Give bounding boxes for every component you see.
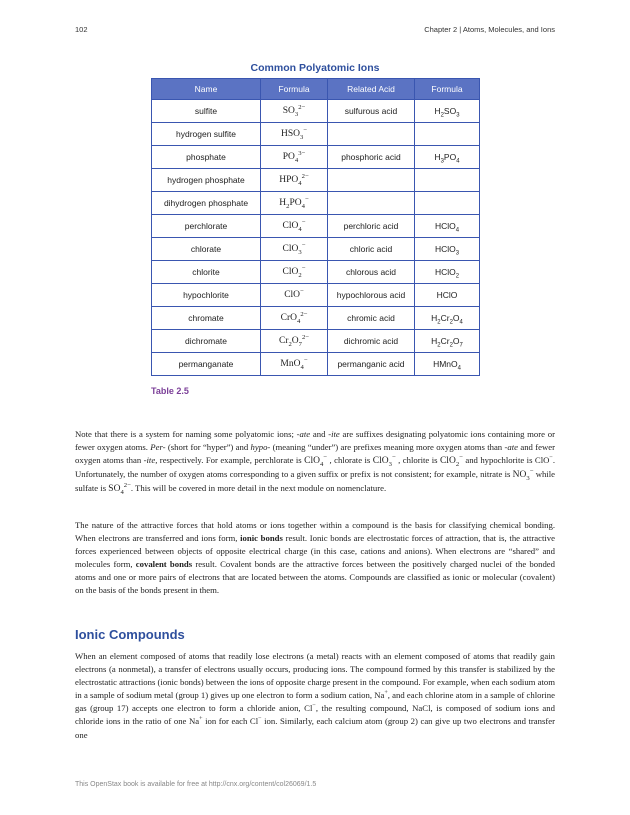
ion-name-cell: perchlorate: [152, 215, 261, 238]
italic-term: -ate: [296, 429, 311, 439]
table-caption: Table 2.5: [151, 386, 189, 396]
superscript: −: [549, 455, 553, 462]
paragraph-chemical-bonding: [75, 519, 555, 598]
ion-name-cell: chlorite: [152, 261, 261, 284]
table-row: [152, 330, 480, 353]
superscript: −: [312, 703, 316, 710]
acid-formula-cell: [415, 169, 480, 192]
ion-name-cell: chromate: [152, 307, 261, 330]
key-term: ionic bonds: [240, 533, 283, 544]
subscript: 2: [286, 202, 290, 210]
ion-name-cell: permanganate: [152, 353, 261, 376]
italic-term: -ite: [143, 455, 156, 466]
superscript: 2−: [301, 172, 309, 180]
subscript: 2: [440, 112, 444, 119]
superscript: −: [529, 468, 534, 476]
superscript: 2−: [298, 103, 306, 111]
subscript: 2: [288, 340, 292, 348]
inline-formula: ClO$_3$−: [372, 454, 396, 469]
table-row: [152, 169, 480, 192]
acid-name-cell: dichromic acid: [328, 330, 415, 353]
table-body: [152, 100, 480, 376]
subscript: 4: [296, 317, 301, 325]
table-row: [152, 284, 480, 307]
acid-name-cell: [328, 192, 415, 215]
acid-formula-cell: HClO: [415, 284, 480, 307]
acid-formula-cell: $H_3PO_4$: [415, 146, 480, 169]
acid-name-cell: chlorous acid: [328, 261, 415, 284]
subscript: 3: [388, 461, 392, 469]
subscript: 4: [459, 319, 463, 326]
superscript: −: [304, 195, 309, 203]
ion-formula-cell: CrO$_4^{2-}$: [261, 307, 328, 330]
superscript: +: [199, 716, 203, 723]
superscript: +: [384, 690, 388, 697]
subscript: 3: [526, 475, 530, 483]
paragraph-naming-system: [75, 428, 555, 496]
superscript: −: [391, 454, 396, 462]
polyatomic-ions-table: [151, 78, 480, 376]
superscript: 2−: [300, 310, 308, 318]
subscript: 4: [301, 202, 305, 210]
table-row: [152, 238, 480, 261]
superscript: 2−: [123, 482, 131, 490]
subscript: 3: [294, 110, 299, 118]
table-row: [152, 215, 480, 238]
acid-name-cell: permanganic acid: [328, 353, 415, 376]
table-row: [152, 100, 480, 123]
superscript: −: [301, 241, 306, 249]
italic-term: -ate: [504, 442, 519, 453]
acid-formula-cell: $H_2Cr_2O_7$: [415, 330, 480, 353]
subscript: 3: [455, 250, 460, 257]
acid-name-cell: chloric acid: [328, 238, 415, 261]
subscript: 2: [437, 319, 441, 326]
acid-formula-cell: [415, 123, 480, 146]
subscript: 4: [298, 179, 302, 187]
subscript: 4: [455, 227, 460, 234]
ion-formula-cell: $HSO_3^-$: [261, 123, 328, 146]
superscript: −: [301, 218, 306, 226]
acid-name-cell: perchloric acid: [328, 215, 415, 238]
subscript: 2: [437, 342, 441, 349]
inline-formula: $NO_3^-$: [512, 468, 534, 483]
paragraph-text: When an element composed of atoms that readily lose electrons (a metal) reacts with an element composed of atoms that readily gain electrons (a nonmetal), a transfer of electrons usually occurs, producing ions. The compound formed by this transfer is stabilized by the electrostatic attractions (ionic bonds) between the ions of opposite charge present in the compound. For example, when each sodium atom in a sample of sodium metal (group 1) gives up one electron to form a sodium cation, Na+, and each chlorine atom in a sample of chlorine gas (group 17) accepts one electron to form a chloride anion, Cl−, the resulting compound, NaCl, is composed of sodium ions and chloride ions in the ratio of one Na+ ion for each Cl− ion. Similarly, each calcium atom (group 2) can give up two electrons and transfer one: [75, 651, 555, 740]
ion-name-cell: dichromate: [152, 330, 261, 353]
column-header-related-acid: Related Acid: [328, 79, 415, 100]
table-row: [152, 123, 480, 146]
subscript: 7: [459, 342, 463, 349]
section-heading: Ionic Compounds: [75, 627, 185, 642]
superscript: 3−: [298, 149, 306, 157]
subscript: 4: [300, 363, 304, 371]
italic-term: hypo-: [250, 442, 271, 453]
acid-name-cell: [328, 169, 415, 192]
subscript: 2: [449, 342, 453, 349]
paragraph-text: The nature of the attractive forces that hold atoms or ions together within a compound is the basis for classifying chemical bonding. When electrons are transferred and ions form, ionic bonds result. Ionic bonds are electrostatic forces of attraction, that is, the attractive forces experienced between objects of opposite electrical charge (in this case, cations and anions). When electrons are “shared” and molecules form, covalent bonds result. Covalent bonds are the attractive forces between the positively charged nuclei of the bonded atoms and one or more pairs of electrons that are located between the atoms. Compounds are classified as ionic or molecular (covalent) on the basis of the bonds present in them.: [75, 520, 556, 596]
ion-name-cell: dihydrogen phosphate: [152, 192, 261, 215]
key-term: covalent bonds: [135, 559, 193, 570]
acid-name-cell: hypochlorous acid: [328, 284, 415, 307]
subscript: 3: [298, 248, 302, 256]
table-header-row: [152, 79, 480, 100]
subscript: 2: [455, 273, 460, 280]
acid-name-cell: sulfurous acid: [328, 100, 415, 123]
inline-formula: ClO$_2$−: [439, 454, 463, 469]
acid-formula-cell: $H_2SO_3$: [415, 100, 480, 123]
subscript: 3: [440, 158, 444, 165]
ion-name-cell: chlorate: [152, 238, 261, 261]
superscript: −: [323, 454, 328, 462]
ion-formula-cell: MnO$_4$−: [261, 353, 328, 376]
subscript: 4: [457, 365, 461, 372]
acid-formula-cell: HClO$_2$: [415, 261, 480, 284]
superscript: −: [301, 264, 306, 272]
subscript: 3: [456, 112, 460, 119]
column-header-acid-formula: Formula: [415, 79, 480, 100]
subscript: 7: [298, 340, 302, 348]
ion-name-cell: hypochlorite: [152, 284, 261, 307]
superscript: −: [303, 356, 308, 364]
chapter-header: Chapter 2 | Atoms, Molecules, and Ions: [424, 25, 555, 34]
table-row: [152, 192, 480, 215]
ion-formula-cell: ClO$_3$−: [261, 238, 328, 261]
paragraph-ionic-compounds: [75, 650, 555, 742]
table-row: [152, 353, 480, 376]
subscript: 4: [294, 156, 299, 164]
table-row: [152, 307, 480, 330]
inline-formula: $SO_4^{2-}$: [108, 482, 131, 497]
acid-formula-cell: HClO$_4$: [415, 215, 480, 238]
superscript: −: [258, 716, 262, 723]
ion-name-cell: hydrogen sulfite: [152, 123, 261, 146]
acid-name-cell: chromic acid: [328, 307, 415, 330]
subscript: 2: [449, 319, 453, 326]
ion-name-cell: sulfite: [152, 100, 261, 123]
ion-name-cell: phosphate: [152, 146, 261, 169]
ion-formula-cell: ClO−: [261, 284, 328, 307]
page-footer: This OpenStax book is available for free at http://cnx.org/content/col26069/1.5: [75, 781, 317, 788]
acid-name-cell: [328, 123, 415, 146]
subscript: 4: [120, 489, 124, 497]
superscript: −: [300, 287, 304, 295]
italic-term: Per-: [150, 442, 166, 453]
superscript: −: [459, 454, 463, 462]
acid-formula-cell: HMnO$_4$: [415, 353, 480, 376]
ion-name-cell: hydrogen phosphate: [152, 169, 261, 192]
acid-formula-cell: $H_2Cr_2O_4$: [415, 307, 480, 330]
acid-name-cell: phosphoric acid: [328, 146, 415, 169]
table-row: [152, 146, 480, 169]
table-row: [152, 261, 480, 284]
ion-formula-cell: $SO_3^{2-}$: [261, 100, 328, 123]
italic-term: -ite: [328, 429, 340, 439]
ion-formula-cell: ClO$_4$−: [261, 215, 328, 238]
ion-formula-cell: ClO$_2$−: [261, 261, 328, 284]
page-number: 102: [75, 25, 88, 34]
acid-formula-cell: HClO$_3$: [415, 238, 480, 261]
paragraph-text: Note that there is a system for naming some polyatomic ions; -ate and -ite are suffixes designating polyatomic ions containing more or fewer oxygen atoms. Per- (short for “hyper”) and hypo- (meaning “under”) are prefixes meaning more oxygen atoms than -ate and fewer oxygen atoms than -ite, respectively. For example, perchlorate is ClO$_4$− , chlorate is ClO$_3$− , chlorite is ClO$_2$− and hypochlorite is ClO−. Unfortunately, the number of oxygen atoms corresponding to a given suffix or prefix is not consistent; for example, nitrate is $NO_3^-$ while sulfate is $SO_4^{2-}$. This will be covered in more detail in the next module on nomenclature.: [75, 429, 555, 497]
subscript: 4: [298, 225, 302, 233]
superscript: −: [303, 126, 308, 134]
column-header-formula: Formula: [261, 79, 328, 100]
subscript: 3: [299, 133, 304, 141]
ion-formula-cell: $HPO_4^{2-}$: [261, 169, 328, 192]
superscript: 2−: [301, 333, 310, 341]
subscript: 4: [319, 461, 324, 469]
acid-formula-cell: [415, 192, 480, 215]
ion-formula-cell: $H_2PO_4^-$: [261, 192, 328, 215]
ion-formula-cell: $PO_4^{3-}$: [261, 146, 328, 169]
table-title: Common Polyatomic Ions: [250, 62, 380, 74]
inline-formula: ClO$_4$−: [304, 454, 328, 469]
subscript: 4: [456, 158, 460, 165]
subscript: 2: [298, 271, 302, 279]
subscript: 2: [455, 461, 460, 469]
ion-formula-cell: $Cr_2O_7^{2-}$: [261, 330, 328, 353]
column-header-name: Name: [152, 79, 261, 100]
